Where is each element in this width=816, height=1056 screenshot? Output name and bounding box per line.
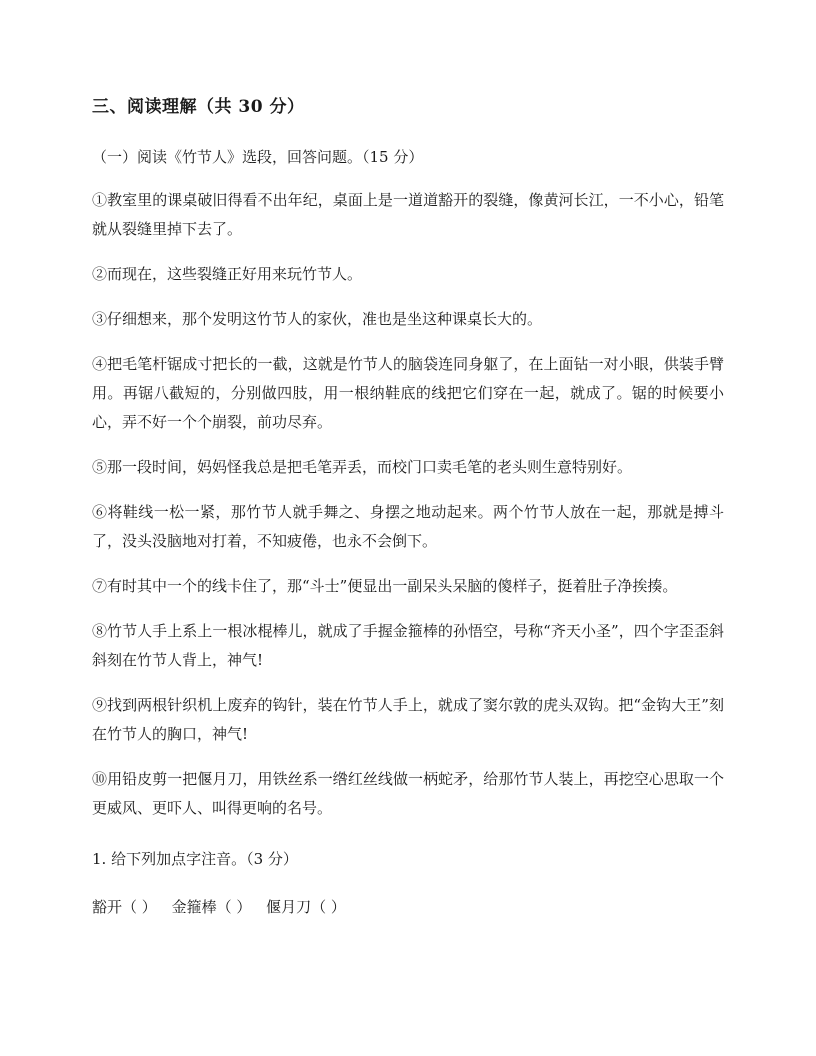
paragraph-number: ④ [92,355,108,373]
question-1-answers [92,896,356,918]
passage-paragraph [92,350,724,437]
paragraph-number: ⑨ [92,696,108,714]
paragraph-number: ⑧ [92,622,108,640]
answer-blank-huokai[interactable]: 豁开（ ） [92,898,157,916]
paragraph-text: 用铅皮剪一把偃月刀，用铁丝系一绺红丝线做一柄蛇矛，给那竹节人装上，再挖空心思取一个更威风、更吓人、叫得更响的名号。 [92,770,724,817]
passage [92,186,724,839]
passage-paragraph [92,453,724,482]
passage-paragraph [92,691,724,749]
paragraph-text: 有时其中一个的线卡住了，那“斗士”便显出一副呆头呆脑的傻样子，挺着肚子净挨揍。 [107,577,678,595]
passage-paragraph [92,765,724,823]
paragraph-text: 找到两根针织机上废弃的钩针，装在竹节人手上，就成了窦尔敦的虎头双钩。把“金钩大王”刻在竹节人的胸口，神气! [92,696,724,743]
paragraph-text: 那一段时间，妈妈怪我总是把毛笔弄丢，而校门口卖毛笔的老头则生意特别好。 [107,458,633,476]
paragraph-number: ⑩ [92,770,108,788]
answer-blank-jingubang[interactable]: 金箍棒（ ） [171,898,252,916]
paragraph-text: 竹节人手上系上一根冰棍棒儿，就成了手握金箍棒的孙悟空，号称“齐天小圣”，四个字歪歪斜斜刻在竹节人背上，神气! [92,622,724,669]
paragraph-text: 将鞋线一松一紧，那竹节人就手舞之、身摆之地动起来。两个竹节人放在一起，那就是搏斗了，没头没脑地对打着，不知疲倦，也永不会倒下。 [92,503,724,550]
paragraph-number: ⑥ [92,503,108,521]
section-title: 三、阅读理解（共 30 分） [92,97,305,117]
answer-blank-yanyuedao[interactable]: 偃月刀（ ） [266,898,346,916]
passage-paragraph [92,260,724,289]
paragraph-text: 教室里的课桌破旧得看不出年纪，桌面上是一道道豁开的裂缝，像黄河长江，一不小心，铅笔就从裂缝里掉下去了。 [92,191,724,238]
paragraph-number: ② [92,265,108,283]
passage-paragraph [92,572,724,601]
passage-paragraph [92,186,724,244]
paragraph-text: 仔细想来，那个发明这竹节人的家伙，准也是坐这种课桌长大的。 [107,310,543,328]
paragraph-number: ⑦ [92,577,108,595]
paragraph-text: 而现在，这些裂缝正好用来玩竹节人。 [107,265,363,283]
question-1-prompt: 1. 给下列加点字注音。（3 分） [92,850,298,868]
passage-paragraph [92,617,724,675]
reading-intro: （一）阅读《竹节人》选段，回答问题。（15 分） [92,148,424,166]
passage-paragraph [92,498,724,556]
paragraph-number: ① [92,191,108,209]
passage-paragraph [92,305,724,334]
paragraph-number: ③ [92,310,108,328]
paragraph-number: ⑤ [92,458,108,476]
paragraph-text: 把毛笔杆锯成寸把长的一截，这就是竹节人的脑袋连同身躯了，在上面钻一对小眼，供装手臂用。再锯八截短的，分别做四肢，用一根纳鞋底的线把它们穿在一起，就成了。锯的时候要小心，弄不好一个个崩裂，前功尽弃。 [92,355,724,431]
